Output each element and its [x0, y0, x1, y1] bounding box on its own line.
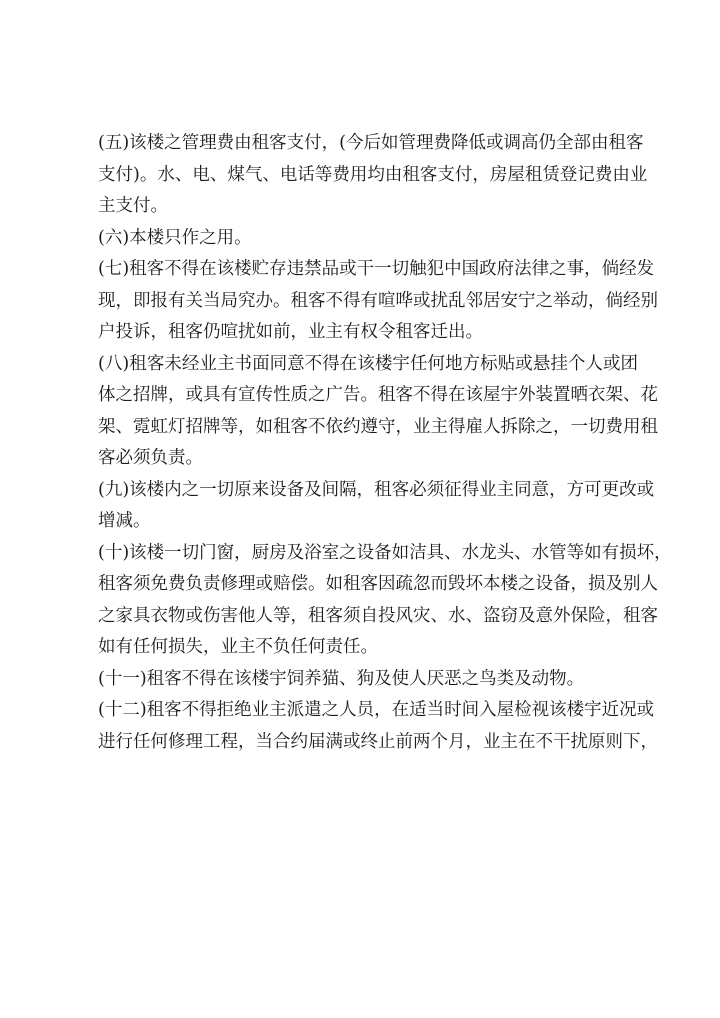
text-line: 之家具衣物或伤害他人等，租客须自投风灾、水、盗窃及意外保险，租客 — [98, 605, 658, 626]
text-line: (七)租客不得在该楼贮存违禁品或干一切触犯中国政府法律之事，倘经发 — [98, 259, 655, 279]
document-body — [98, 128, 672, 758]
text-line: 架、霓虹灯招牌等，如租客不依约遵守，业主得雇人拆除之，一切费用租 — [98, 416, 658, 437]
clause-10 — [98, 538, 672, 664]
clause-6 — [98, 223, 638, 255]
text-line: (六)本楼只作之用。 — [98, 227, 252, 248]
text-line: (八)租客未经业主书面同意不得在该楼宇任何地方标贴或悬挂个人或团 — [98, 353, 638, 374]
clause-11 — [98, 664, 638, 696]
clause-5 — [98, 128, 648, 223]
text-line: (十)该楼一切门窗，厨房及浴室之设备如洁具、水龙头、水管等如有损坏， — [98, 542, 672, 563]
text-line: 体之招牌，或具有宣传性质之广告。租客不得在该屋宇外装置晒衣架、花 — [98, 385, 658, 405]
text-line: 现，即报有关当局究办。租客不得有喧哗或扰乱邻居安宁之举动，倘经别 — [98, 290, 658, 311]
text-line: 如有任何损失，业主不负任何责任。 — [98, 637, 378, 657]
text-line: (五)该楼之管理费由租客支付，(今后如管理费降低或调高仍全部由租客 — [98, 133, 644, 153]
text-line: (十二)租客不得拒绝业主派遣之人员，在适当时间入屋检视该楼宇近况或 — [98, 700, 655, 720]
text-line: 户投诉，租客仍喧扰如前，业主有权令租客迁出。 — [98, 322, 483, 342]
text-line: 支付)。水、电、煤气、电话等费用均由租客支付，房屋租赁登记费由业 — [98, 164, 648, 185]
text-line: 租客须免费负责修理或赔偿。如租客因疏忽而毁坏本楼之设备，损及别人 — [98, 574, 658, 594]
clause-8 — [98, 349, 658, 475]
clause-12 — [98, 695, 658, 758]
text-line: 客必须负责。 — [98, 448, 203, 468]
text-line: 进行任何修理工程，当合约届满或终止前两个月，业主在不干扰原则下， — [98, 731, 658, 752]
clause-9 — [98, 475, 655, 538]
clause-7 — [98, 254, 658, 349]
text-line: (十一)租客不得在该楼宇饲养猫、狗及使人厌恶之鸟类及动物。 — [98, 668, 585, 689]
text-line: (九)该楼内之一切原来设备及间隔，租客必须征得业主同意，方可更改或 — [98, 479, 655, 500]
text-line: 主支付。 — [98, 196, 168, 216]
text-line: 增减。 — [98, 511, 151, 531]
